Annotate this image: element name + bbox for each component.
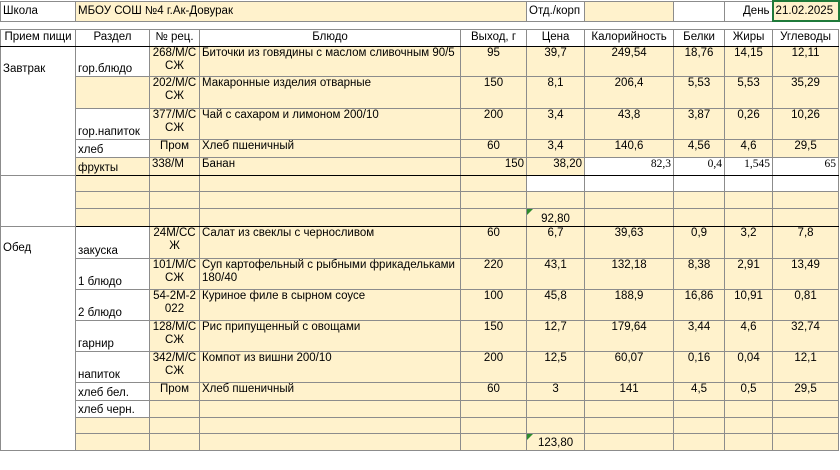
lunch-total-row bbox=[1, 433, 839, 450]
recipe-cell[interactable]: 268/М/ССЖ bbox=[150, 46, 200, 76]
dish-cell[interactable]: Чай с сахаром и лимоном 200/10 bbox=[200, 108, 461, 139]
carbs-cell[interactable]: 32,74 bbox=[773, 320, 839, 351]
col-fat: Жиры bbox=[725, 29, 773, 46]
price-cell[interactable]: 3,4 bbox=[527, 108, 585, 139]
table-row bbox=[1, 400, 839, 417]
col-recipe: № рец. bbox=[150, 29, 200, 46]
output-cell[interactable]: 150 bbox=[461, 76, 527, 108]
section-cell[interactable]: гарнир bbox=[76, 320, 150, 351]
protein-cell[interactable] bbox=[674, 400, 725, 417]
protein-cell[interactable]: 5,53 bbox=[674, 76, 725, 108]
day-label: День bbox=[725, 1, 773, 21]
table-row bbox=[1, 108, 839, 139]
calories-cell[interactable]: 249,54 bbox=[585, 46, 674, 76]
protein-cell[interactable]: 16,86 bbox=[674, 289, 725, 320]
calories-cell[interactable] bbox=[585, 400, 674, 417]
output-cell[interactable]: 100 bbox=[461, 289, 527, 320]
table-row bbox=[1, 191, 839, 208]
fat-cell[interactable]: 2,91 bbox=[725, 258, 773, 289]
protein-cell[interactable]: 3,87 bbox=[674, 108, 725, 139]
col-price: Цена bbox=[527, 29, 585, 46]
table-row bbox=[1, 351, 839, 382]
protein-cell[interactable]: 0,9 bbox=[674, 226, 725, 258]
recipe-cell[interactable]: 338/М bbox=[150, 157, 200, 175]
lunch-total-price[interactable]: 123,80 bbox=[527, 433, 585, 450]
protein-cell[interactable]: 18,76 bbox=[674, 46, 725, 76]
output-cell[interactable]: 60 bbox=[461, 382, 527, 400]
section-cell[interactable]: гор.блюдо bbox=[76, 46, 150, 76]
dish-cell[interactable]: Рис припущенный с овощами bbox=[200, 320, 461, 351]
col-meal: Прием пищи bbox=[1, 29, 76, 46]
dish-cell[interactable]: Куриное филе в сырном соусе bbox=[200, 289, 461, 320]
col-carbs: Углеводы bbox=[773, 29, 839, 46]
dish-cell[interactable]: Хлеб пшеничный bbox=[200, 139, 461, 157]
section-cell[interactable]: 2 блюдо bbox=[76, 289, 150, 320]
price-cell[interactable]: 38,20 bbox=[527, 157, 585, 175]
school-label: Школа bbox=[1, 1, 76, 21]
recipe-cell[interactable] bbox=[150, 400, 200, 417]
calories-cell[interactable]: 39,63 bbox=[585, 226, 674, 258]
dish-cell[interactable]: Салат из свеклы с черносливом bbox=[200, 226, 461, 258]
section-cell[interactable]: хлеб черн. bbox=[76, 400, 150, 417]
protein-cell[interactable]: 4,56 bbox=[674, 139, 725, 157]
section-cell[interactable]: 1 блюдо bbox=[76, 258, 150, 289]
dept-cell[interactable] bbox=[585, 1, 674, 21]
calories-cell[interactable]: 43,8 bbox=[585, 108, 674, 139]
recipe-cell[interactable]: 202/М/ССЖ bbox=[150, 76, 200, 108]
fat-cell[interactable]: 5,53 bbox=[725, 76, 773, 108]
table-row bbox=[1, 258, 839, 289]
table-row bbox=[1, 175, 839, 191]
fat-cell[interactable]: 0,04 bbox=[725, 351, 773, 382]
table-row bbox=[1, 76, 839, 108]
table-row bbox=[1, 46, 839, 76]
fat-cell[interactable]: 1,545 bbox=[725, 157, 773, 175]
fat-cell[interactable]: 10,91 bbox=[725, 289, 773, 320]
output-cell[interactable]: 200 bbox=[461, 351, 527, 382]
calories-cell[interactable]: 60,07 bbox=[585, 351, 674, 382]
calories-cell[interactable]: 82,3 bbox=[585, 157, 674, 175]
calories-cell[interactable]: 206,4 bbox=[585, 76, 674, 108]
dish-cell[interactable]: Компот из вишни 200/10 bbox=[200, 351, 461, 382]
section-cell[interactable]: закуска bbox=[76, 226, 150, 258]
col-section: Раздел bbox=[76, 29, 150, 46]
price-cell[interactable] bbox=[527, 400, 585, 417]
table-row bbox=[1, 320, 839, 351]
dish-cell[interactable]: Биточки из говядины с маслом сливочным 90/5 bbox=[200, 46, 461, 76]
price-cell[interactable]: 3,4 bbox=[527, 139, 585, 157]
table-row bbox=[1, 139, 839, 157]
dish-cell[interactable]: Макаронные изделия отварные bbox=[200, 76, 461, 108]
price-cell[interactable]: 8,1 bbox=[527, 76, 585, 108]
price-cell[interactable]: 39,7 bbox=[527, 46, 585, 76]
protein-cell[interactable]: 0,16 bbox=[674, 351, 725, 382]
day-cell[interactable]: 21.02.2025 bbox=[773, 1, 839, 21]
recipe-cell[interactable]: 342/М/ССЖ bbox=[150, 351, 200, 382]
col-output: Выход, г bbox=[461, 29, 527, 46]
price-cell[interactable]: 43,1 bbox=[527, 258, 585, 289]
section-cell[interactable]: хлеб bbox=[76, 139, 150, 157]
table-row bbox=[1, 226, 839, 258]
price-cell[interactable]: 12,5 bbox=[527, 351, 585, 382]
dish-cell[interactable] bbox=[200, 400, 461, 417]
carbs-cell[interactable]: 0,81 bbox=[773, 289, 839, 320]
calories-cell[interactable]: 140,6 bbox=[585, 139, 674, 157]
col-protein: Белки bbox=[674, 29, 725, 46]
price-cell[interactable]: 45,8 bbox=[527, 289, 585, 320]
carbs-cell[interactable]: 12,1 bbox=[773, 351, 839, 382]
table-row bbox=[1, 289, 839, 320]
price-cell[interactable]: 3 bbox=[527, 382, 585, 400]
carbs-cell[interactable]: 10,26 bbox=[773, 108, 839, 139]
protein-cell[interactable]: 3,44 bbox=[674, 320, 725, 351]
col-dish: Блюдо bbox=[200, 29, 461, 46]
output-cell[interactable]: 60 bbox=[461, 139, 527, 157]
calories-cell[interactable]: 188,9 bbox=[585, 289, 674, 320]
recipe-cell[interactable]: 54-2М-2022 bbox=[150, 289, 200, 320]
fat-cell[interactable] bbox=[725, 400, 773, 417]
output-cell[interactable]: 95 bbox=[461, 46, 527, 76]
meal-lunch: Обед bbox=[1, 226, 76, 450]
table-row bbox=[1, 157, 839, 175]
price-cell[interactable]: 12,7 bbox=[527, 320, 585, 351]
carbs-cell[interactable]: 65 bbox=[773, 157, 839, 175]
protein-cell[interactable]: 0,4 bbox=[674, 157, 725, 175]
fat-cell[interactable]: 4,6 bbox=[725, 320, 773, 351]
recipe-cell[interactable]: Пром bbox=[150, 139, 200, 157]
carbs-cell[interactable]: 35,29 bbox=[773, 76, 839, 108]
fat-cell[interactable]: 0,26 bbox=[725, 108, 773, 139]
dish-cell[interactable]: Суп картофельный с рыбными фрикадельками 180/40 bbox=[200, 258, 461, 289]
carbs-cell[interactable]: 12,11 bbox=[773, 46, 839, 76]
output-cell[interactable]: 150 bbox=[461, 320, 527, 351]
output-cell[interactable]: 150 bbox=[461, 157, 527, 175]
carbs-cell[interactable]: 7,8 bbox=[773, 226, 839, 258]
fat-cell[interactable]: 0,5 bbox=[725, 382, 773, 400]
section-cell[interactable]: хлеб бел. bbox=[76, 382, 150, 400]
protein-cell[interactable]: 8,38 bbox=[674, 258, 725, 289]
section-cell[interactable]: фрукты bbox=[76, 157, 150, 175]
fat-cell[interactable]: 4,6 bbox=[725, 139, 773, 157]
protein-cell[interactable]: 4,5 bbox=[674, 382, 725, 400]
carbs-cell[interactable] bbox=[773, 400, 839, 417]
carbs-cell[interactable]: 29,5 bbox=[773, 382, 839, 400]
recipe-cell[interactable]: Пром bbox=[150, 382, 200, 400]
table-row bbox=[1, 382, 839, 400]
calories-cell[interactable]: 179,64 bbox=[585, 320, 674, 351]
table-row bbox=[1, 417, 839, 433]
dept-label: Отд./корп bbox=[527, 1, 585, 21]
dish-cell[interactable]: Банан bbox=[200, 157, 461, 175]
output-cell[interactable]: 60 bbox=[461, 226, 527, 258]
breakfast-total-price[interactable]: 92,80 bbox=[527, 208, 585, 226]
recipe-cell[interactable]: 377/М/ССЖ bbox=[150, 108, 200, 139]
school-cell[interactable]: МБОУ СОШ №4 г.Ак-Довурак bbox=[76, 1, 527, 21]
fat-cell[interactable]: 14,15 bbox=[725, 46, 773, 76]
recipe-cell[interactable]: 128/М/ССЖ bbox=[150, 320, 200, 351]
section-cell[interactable]: гор.напиток bbox=[76, 108, 150, 139]
output-cell[interactable]: 200 bbox=[461, 108, 527, 139]
price-cell[interactable]: 6,7 bbox=[527, 226, 585, 258]
carbs-cell[interactable]: 29,5 bbox=[773, 139, 839, 157]
output-cell[interactable]: 220 bbox=[461, 258, 527, 289]
output-cell[interactable] bbox=[461, 400, 527, 417]
section-cell[interactable]: напиток bbox=[76, 351, 150, 382]
breakfast-total-row bbox=[1, 208, 839, 226]
dish-cell[interactable]: Хлеб пшеничный bbox=[200, 382, 461, 400]
calories-cell[interactable]: 132,18 bbox=[585, 258, 674, 289]
carbs-cell[interactable]: 13,49 bbox=[773, 258, 839, 289]
recipe-cell[interactable]: 24М/ССЖ bbox=[150, 226, 200, 258]
section-cell[interactable] bbox=[76, 76, 150, 108]
fat-cell[interactable]: 3,2 bbox=[725, 226, 773, 258]
recipe-cell[interactable]: 101/М/ССЖ bbox=[150, 258, 200, 289]
meal-breakfast: Завтрак bbox=[1, 46, 76, 175]
col-calories: Калорийность bbox=[585, 29, 674, 46]
calories-cell[interactable]: 141 bbox=[585, 382, 674, 400]
